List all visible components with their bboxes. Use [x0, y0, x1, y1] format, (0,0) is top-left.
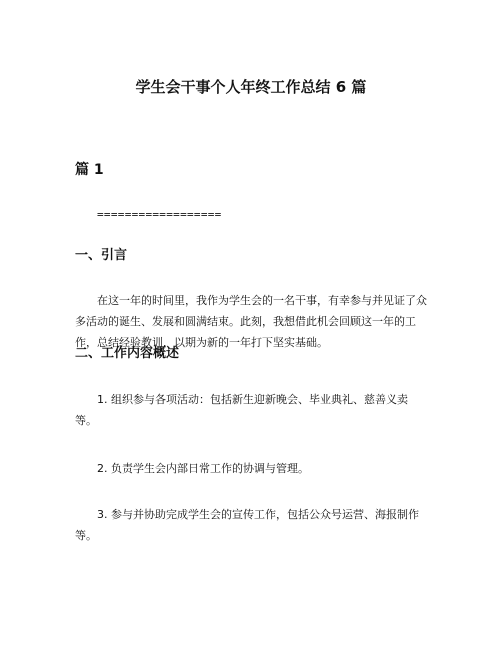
work-item: 2. 负责学生会内部日常工作的协调与管理。: [97, 462, 309, 475]
work-heading: 二、工作内容概述: [75, 346, 180, 361]
work-item: 3. 参与并协助完成学生会的宣传工作，包括公众号运营、海报制作等。: [75, 508, 419, 542]
section-label: 篇 1: [75, 162, 104, 178]
intro-heading: 一、引言: [75, 248, 128, 263]
separator-line: ==================: [97, 208, 222, 221]
document-title: 学生会干事个人年终工作总结 6 篇: [135, 78, 367, 96]
work-item: 1. 组织参与各项活动：包括新生迎新晚会、毕业典礼、慈善义卖等。: [75, 393, 408, 427]
intro-paragraph: 在这一年的时间里，我作为学生会的一名干事，有幸参与并见证了众多活动的诞生、发展和圆满结束。此刻，我想借此机会回顾这一年的工作，总结经验教训，以期为新的一年打下坚实基础。: [75, 294, 427, 349]
